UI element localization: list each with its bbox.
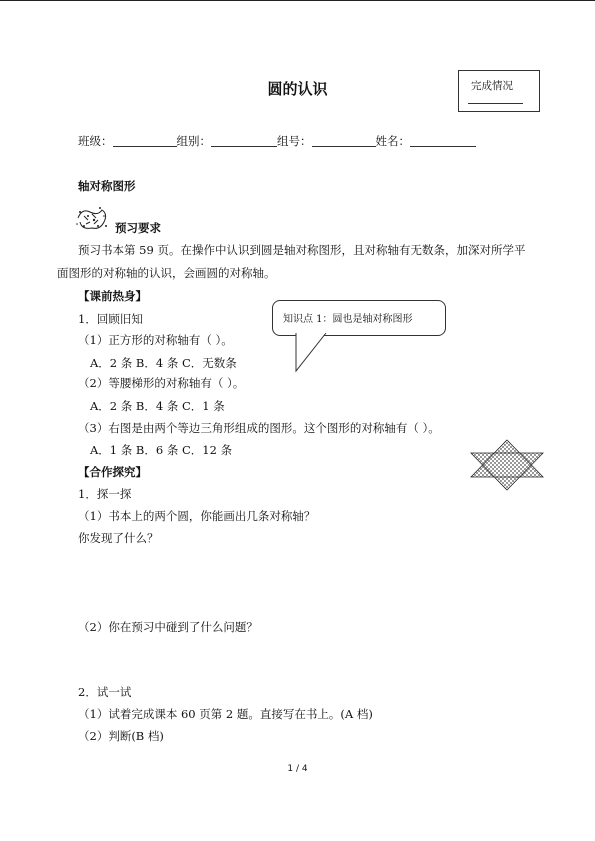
top-rule [0,0,595,1]
preview-heading: 预习要求 [115,221,161,235]
group-number-label: 组号： [277,134,312,148]
question-1: （1）正方形的对称轴有（ ）。 [78,333,233,347]
hexagram-figure [467,439,547,491]
question-2-options: A．2 条 B．4 条 C．1 条 [90,399,225,413]
student-info-row [78,133,476,149]
question-1-options: A．2 条 B．4 条 C．无数条 [90,356,237,370]
class-blank [113,134,177,147]
question-3-options: A．1 条 B．6 条 C．12 条 [90,443,233,457]
completion-status-box [458,70,540,112]
review-title: 1．回顾旧知 [78,312,143,326]
group-number-blank [312,134,376,147]
completion-status-blank [468,103,523,104]
callout-pointer [292,333,328,373]
page-title: 圆的认识 [267,80,328,98]
group-label: 组别： [176,134,211,148]
name-label: 姓名： [375,134,410,148]
section-title: 轴对称图形 [78,179,136,193]
warmup-heading: 【课前热身】 [78,289,147,303]
group-blank [211,134,277,147]
question-3: （3）右图是由两个等边三角形组成的图形。这个图形的对称轴有（ ）。 [78,421,440,435]
knowledge-callout [272,300,446,336]
completion-status-label: 完成情况 [471,80,513,92]
class-label: 班级： [78,134,113,148]
preview-text-line1: 预习书本第 59 页。在操作中认识到圆是轴对称图形，且对称轴有无数条，加深对所学平 [78,243,526,257]
knowledge-callout-text: 知识点 1：圆也是轴对称图形 [283,314,413,325]
page-number: 1 / 4 [287,764,308,774]
explore-question-1: （1）书本上的两个圆，你能画出几条对称轴？ [78,509,316,523]
explore-heading: 【合作探究】 [78,465,147,479]
explore-question-2: （2）你在预习中碰到了什么问题？ [78,620,258,634]
try-question-1: （1）试着完成课本 60 页第 2 题。直接写在书上。(A 档) [78,707,373,721]
explore-found-prompt: 你发现了什么？ [78,531,159,545]
name-blank [410,134,476,147]
try-question-2: （2）判断(B 档) [78,729,164,743]
explore-title: 1．探一探 [78,487,132,501]
preview-text-line2: 面图形的对称轴的认识，会画圆的对称轴。 [57,266,276,280]
question-2: （2）等腰梯形的对称轴有（ ）。 [78,376,245,390]
doodle-icon [74,204,110,232]
try-title: 2．试一试 [78,685,132,699]
